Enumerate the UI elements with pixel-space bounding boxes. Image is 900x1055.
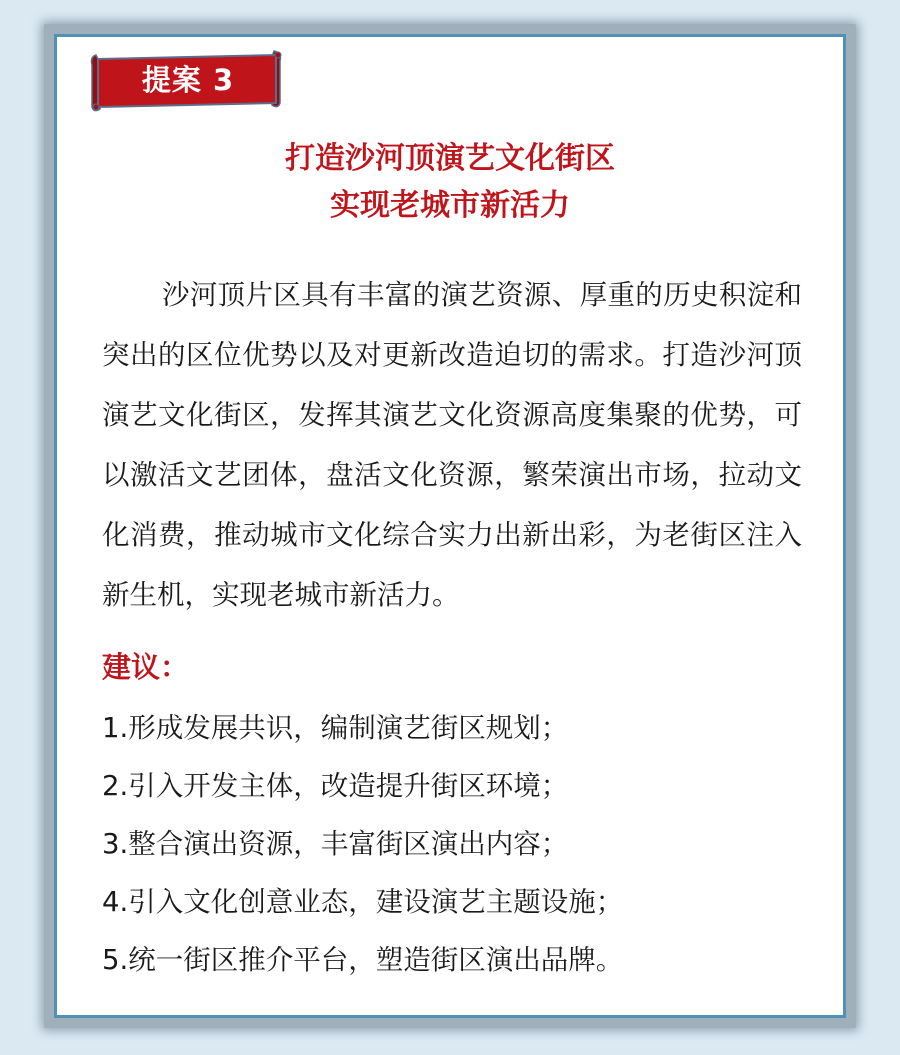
title-line-1: 打造沙河顶演艺文化街区 [285,141,615,176]
suggestion-item: 4.引入文化创意业态，建设演艺主题设施； [102,886,624,918]
suggestion-item: 5.统一街区推介平台，塑造街区演出品牌。 [102,944,624,976]
proposal-badge-label: 提案 3 [141,63,235,97]
body-paragraph: 沙河顶片区具有丰富的演艺资源、厚重的历史积淀和突出的区位优势以及对更新改造迫切的需求。打造沙河顶演艺文化街区，发挥其演艺文化资源高度集聚的优势，可以激活文艺团体，盘活文化资源，繁荣演出市场，拉动文化消费，推动城市文化综合实力出新出彩，为老街区注入新生机，实现老城市新活力。 [102,279,802,611]
proposal-card [54,34,846,1018]
suggestion-item: 2.引入开发主体，改造提升街区环境； [102,770,569,802]
suggestions-list [102,699,623,989]
suggestions-heading: 建议： [102,650,190,684]
proposal-badge [90,49,282,113]
title-line-2: 实现老城市新活力 [330,188,570,223]
suggestion-item: 1.形成发展共识，编制演艺街区规划； [102,712,569,744]
suggestion-item: 3.整合演出资源，丰富街区演出内容； [102,828,569,860]
